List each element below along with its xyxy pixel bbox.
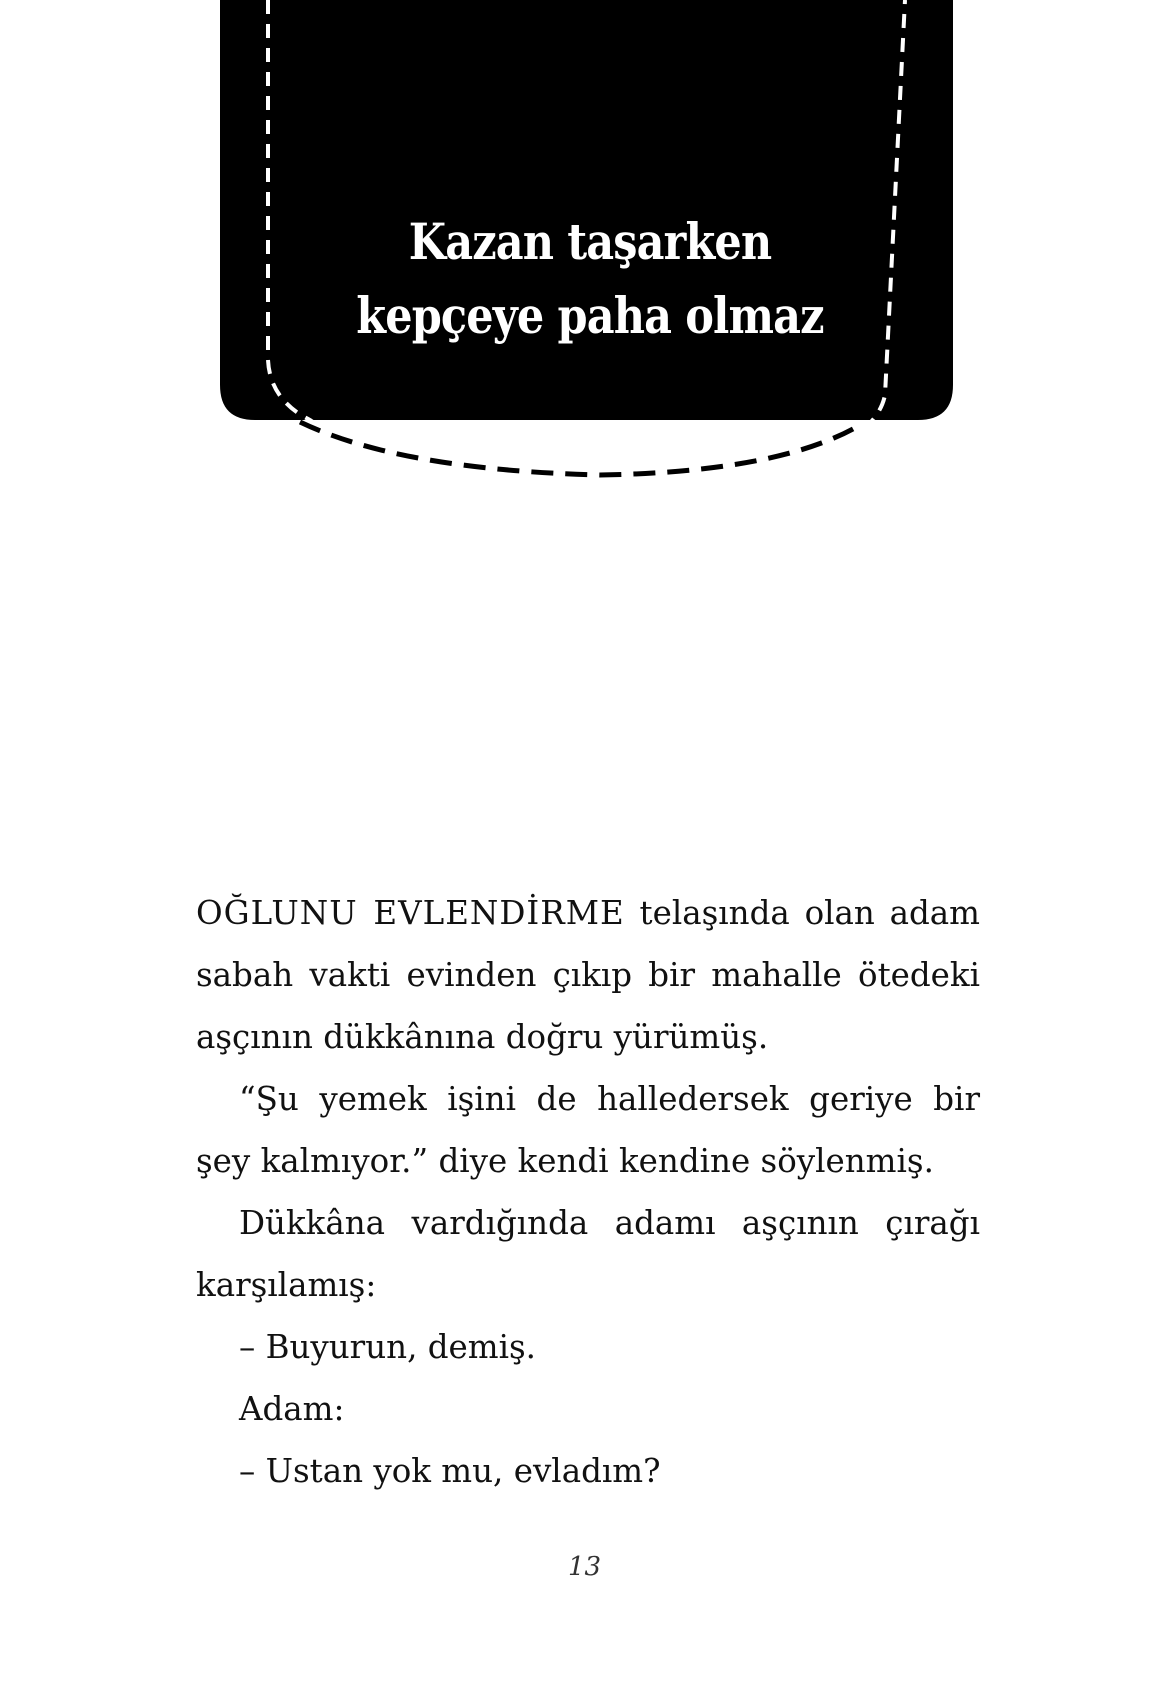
page-number: 13 (567, 1552, 602, 1582)
chapter-title-line-2: kepçeye paha olmaz (356, 286, 824, 345)
dialogue-line: – Buyurun, demiş. (239, 1328, 537, 1366)
paragraph-rest: telaşında olan adam sabah vakti evinden çıkıp bir mahalle ötedeki aşçının dükkânına doğru yürümüş. (196, 894, 981, 1056)
dialogue-line: – Ustan yok mu, evladım? (239, 1452, 661, 1490)
paragraph: “Şu yemek işini de halledersek geriye bir şey kalmıyor.” diye kendi kendine söylenmiş. (196, 1080, 980, 1180)
chapter-title (341, 205, 840, 353)
chapter-title-line-1: Kazan taşarken (408, 212, 772, 271)
paragraph-lead: OĞLUNU EVLENDİRME (196, 894, 625, 932)
paragraph (196, 882, 980, 1068)
paragraph: Dükkâna vardığında adamı aşçının çırağı karşılamış: (196, 1204, 980, 1304)
stitched-border-outer (300, 422, 860, 475)
story-text (196, 882, 980, 1502)
dialogue-speaker: Adam: (239, 1390, 345, 1428)
